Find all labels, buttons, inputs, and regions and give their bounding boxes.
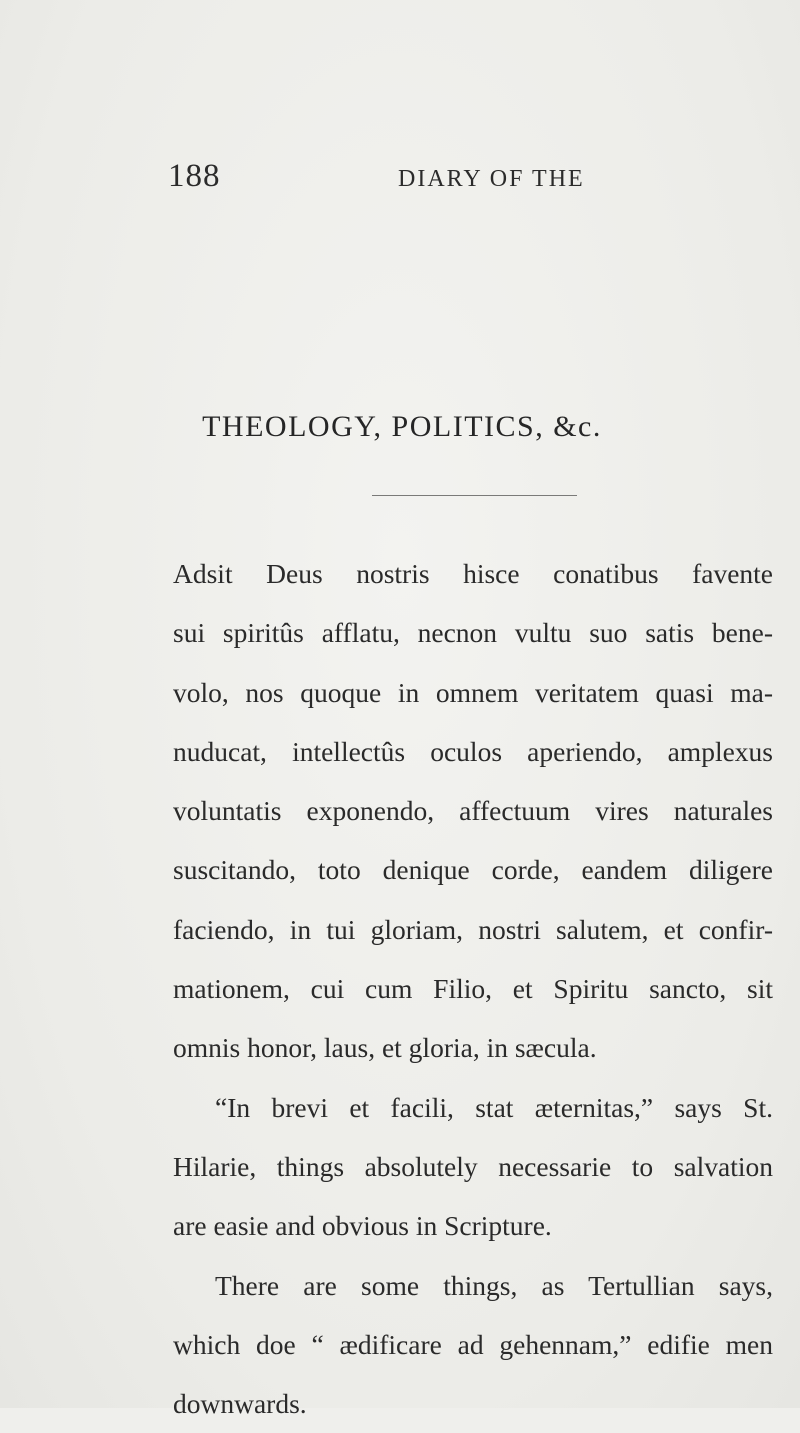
text-line: Adsit Deus nostris hisce conatibus favente [173, 558, 773, 589]
page-number: 188 [168, 158, 221, 194]
text-line: There are some things, as Tertullian says, [215, 1269, 773, 1301]
text-line: suscitando, toto denique corde, eandem diligere [173, 854, 773, 886]
text-line: are easie and obvious in Scripture. [173, 1210, 552, 1242]
text-line: Hilarie, things absolutely necessarie to salvation [173, 1150, 773, 1182]
text-line: faciendo, in tui gloriam, nostri salutem, et confir- [173, 913, 773, 945]
text-line: sui spiritûs afflatu, necnon vultu suo satis bene- [173, 617, 773, 649]
body-text [173, 544, 773, 1433]
page-header [0, 158, 800, 198]
text-line: downwards. [173, 1388, 307, 1420]
text-line: volo, nos quoque in omnem veritatem quasi ma- [173, 676, 773, 708]
text-line: “In brevi et facili, stat æternitas,” says St. [215, 1091, 773, 1123]
text-line: mationem, cui cum Filio, et Spiritu sancto, sit [173, 973, 773, 1005]
text-line: omnis honor, laus, et gloria, in sæcula. [173, 1032, 597, 1064]
text-line: voluntatis exponendo, affectuum vires naturales [173, 795, 773, 827]
text-line: nuducat, intellectûs oculos aperiendo, amplexus [173, 735, 773, 767]
text-line: which doe “ ædificare ad gehennam,” edifie men [173, 1328, 773, 1360]
title-rule [372, 495, 577, 496]
section-title: THEOLOGY, POLITICS, &c. [202, 410, 602, 443]
running-head: DIARY OF THE [398, 166, 585, 192]
